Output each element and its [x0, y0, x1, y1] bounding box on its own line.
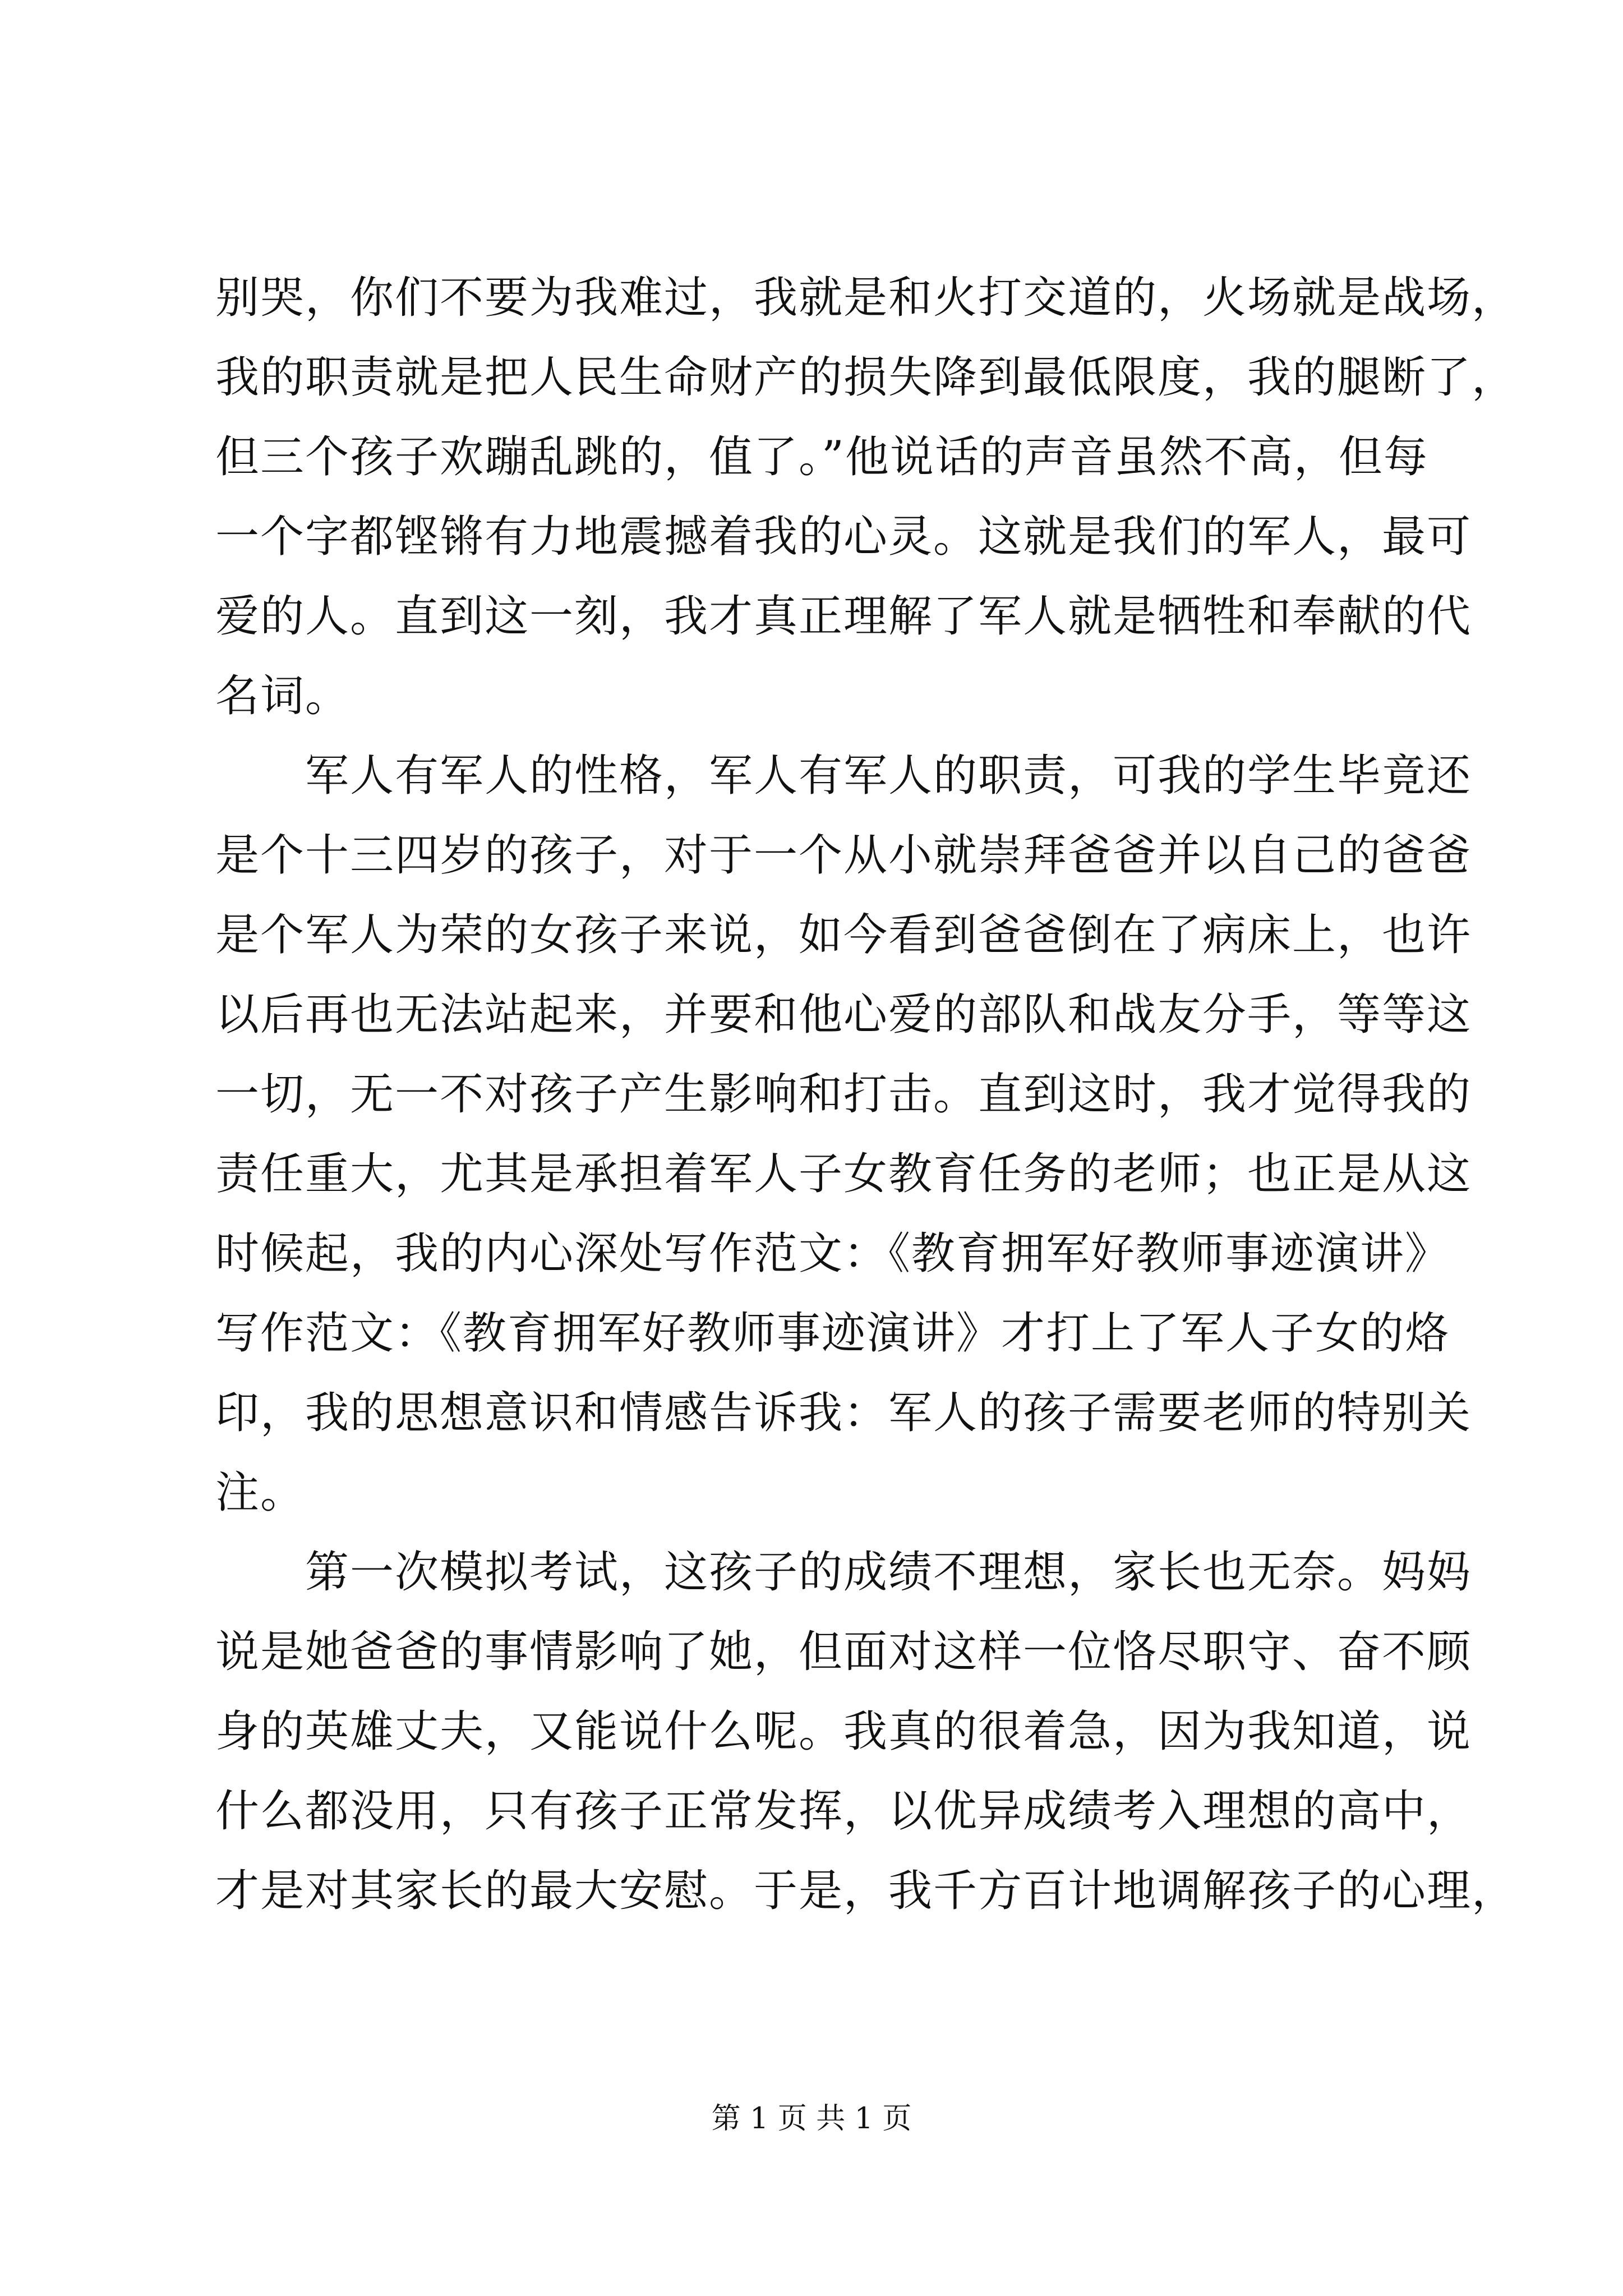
text-line: 爱的人。直到这一刻，我才真正理解了军人就是牺牲和奉献的代: [215, 591, 1472, 642]
text-line: 一个字都铿锵有力地震撼着我的心灵。这就是我们的军人，最可: [215, 512, 1472, 562]
text-line: 注。: [215, 1467, 306, 1518]
text-line: 说是她爸爸的事情影响了她，但面对这样一位恪尽职守、奋不顾: [215, 1627, 1472, 1677]
paragraph-start-line: 第一次模拟考试，这孩子的成绩不理想，家长也无奈。妈妈: [305, 1547, 1472, 1598]
text-line: 才是对其家长的最大安慰。于是，我千方百计地调解孩子的心理，: [215, 1866, 1517, 1916]
text-line: 写作范文：《教育拥军好教师事迹演讲》才打上了军人子女的烙: [215, 1308, 1450, 1359]
document-body: [215, 258, 1517, 1931]
text-line: 责任重大，尤其是承担着军人子女教育任务的老师；也正是从这: [215, 1149, 1472, 1199]
text-line: 时候起，我的内心深处写作范文：《教育拥军好教师事迹演讲》: [215, 1228, 1450, 1279]
text-line: 身的英雄丈夫，又能说什么呢。我真的很着急，因为我知道，说: [215, 1706, 1472, 1757]
page-number-label: 第 1 页 共 1 页: [711, 2102, 912, 2136]
text-line: 以后再也无法站起来，并要和他心爱的部队和战友分手，等等这: [215, 990, 1472, 1040]
text-line: 名词。: [215, 671, 351, 721]
text-line: 一切，无一不对孩子产生影响和打击。直到这时，我才觉得我的: [215, 1069, 1472, 1120]
text-line: 印，我的思想意识和情感告诉我：军人的孩子需要老师的特别关: [215, 1388, 1472, 1438]
text-line: 是个军人为荣的女孩子来说，如今看到爸爸倒在了病床上，也许: [215, 910, 1472, 960]
text-line: 是个十三四岁的孩子，对于一个从小就崇拜爸爸并以自己的爸爸: [215, 830, 1472, 881]
paragraph-start-line: 军人有军人的性格，军人有军人的职责，可我的学生毕竟还: [305, 751, 1472, 801]
text-line: 什么都没用，只有孩子正常发挥，以优异成绩考入理想的高中，: [215, 1786, 1472, 1837]
page-footer: [0, 2099, 1623, 2138]
text-line: 别哭，你们不要为我难过，我就是和火打交道的，火场就是战场，: [215, 273, 1517, 323]
text-line: 但三个孩子欢蹦乱跳的，值了。”他说话的声音虽然不高，但每: [215, 432, 1428, 482]
text-line: 我的职责就是把人民生命财产的损失降到最低限度，我的腿断了，: [215, 352, 1517, 403]
